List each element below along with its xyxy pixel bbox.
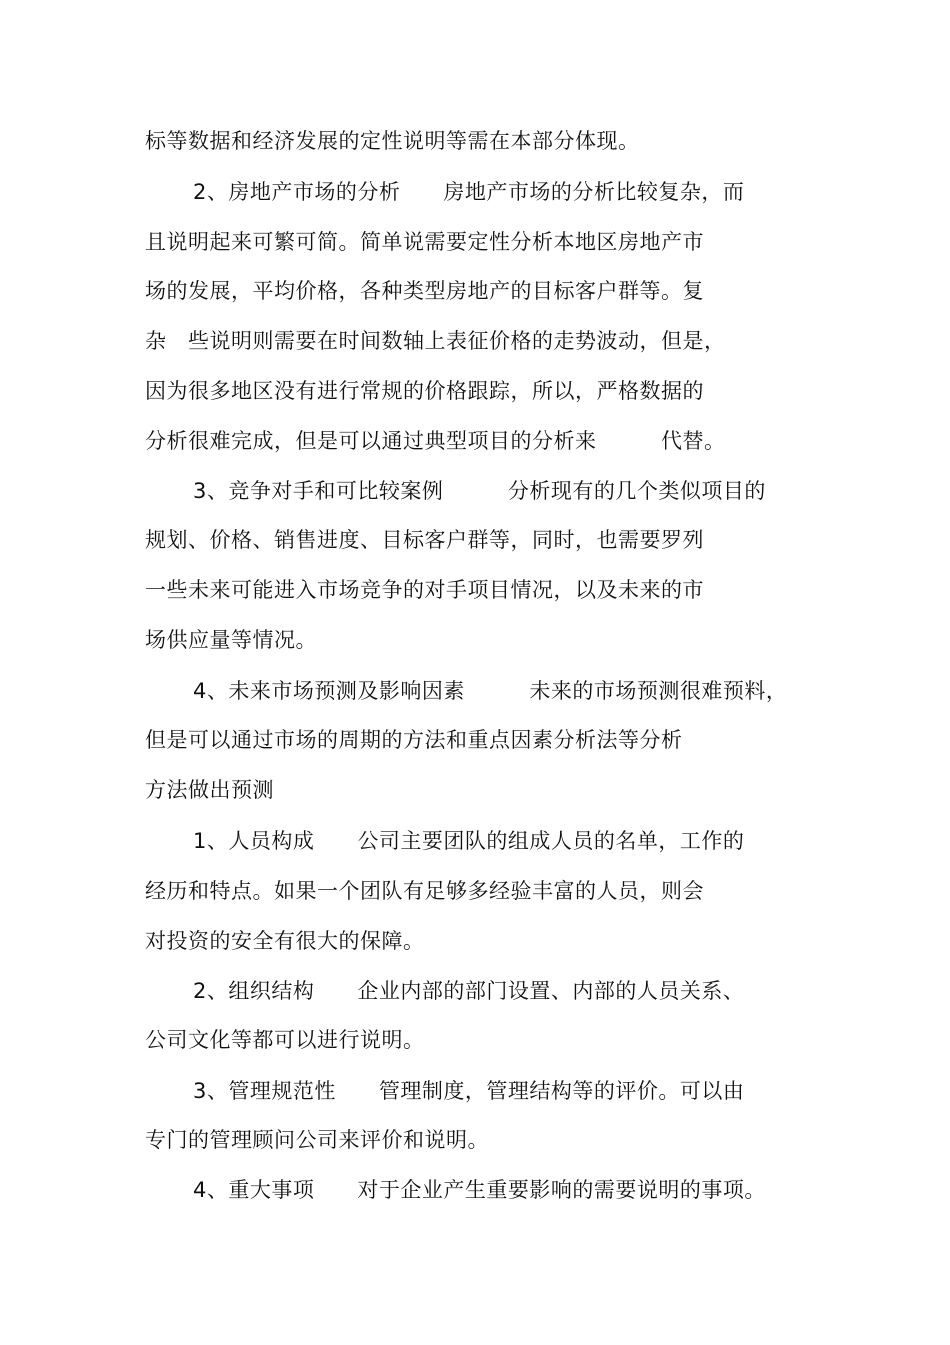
text-line: 场供应量等情况。 xyxy=(145,628,317,652)
text-line: 4、未来市场预测及影响因素 未来的市场预测很难预料， xyxy=(193,679,788,703)
text-line: 一些未来可能进入市场竞争的对手项目情况，以及未来的市 xyxy=(145,578,704,602)
text-line: 经历和特点。如果一个团队有足够多经验丰富的人员，则会 xyxy=(145,879,704,903)
text-line: 2、组织结构 企业内部的部门设置、内部的人员关系、 xyxy=(193,979,745,1003)
text-line: 2、房地产市场的分析 房地产市场的分析比较复杂，而 xyxy=(193,180,745,204)
text-line: 1、人员构成 公司主要团队的组成人员的名单，工作的 xyxy=(193,829,745,853)
text-line: 规划、价格、销售进度、目标客户群等，同时，也需要罗列 xyxy=(145,528,704,552)
text-line: 4、重大事项 对于企业产生重要影响的需要说明的事项。 xyxy=(193,1178,766,1202)
text-line: 标等数据和经济发展的定性说明等需在本部分体现。 xyxy=(145,129,640,153)
text-line: 分析很难完成，但是可以通过典型项目的分析来 代替。 xyxy=(145,429,726,453)
text-line: 对投资的安全有很大的保障。 xyxy=(145,929,425,953)
text-line: 但是可以通过市场的周期的方法和重点因素分析法等分析 xyxy=(145,728,683,752)
text-line: 专门的管理顾问公司来评价和说明。 xyxy=(145,1128,489,1152)
text-line: 3、竞争对手和可比较案例 分析现有的几个类似项目的 xyxy=(193,479,766,503)
text-line: 且说明起来可繁可简。简单说需要定性分析本地区房地产市 xyxy=(145,230,704,254)
text-line: 场的发展，平均价格，各种类型房地产的目标客户群等。复 xyxy=(145,279,704,303)
text-line: 杂 些说明则需要在时间数轴上表征价格的走势波动，但是， xyxy=(145,329,726,353)
text-line: 公司文化等都可以进行说明。 xyxy=(145,1028,425,1052)
text-line: 3、管理规范性 管理制度，管理结构等的评价。可以由 xyxy=(193,1079,745,1103)
text-line: 方法做出预测 xyxy=(145,778,274,802)
text-line: 因为很多地区没有进行常规的价格跟踪，所以，严格数据的 xyxy=(145,379,704,403)
